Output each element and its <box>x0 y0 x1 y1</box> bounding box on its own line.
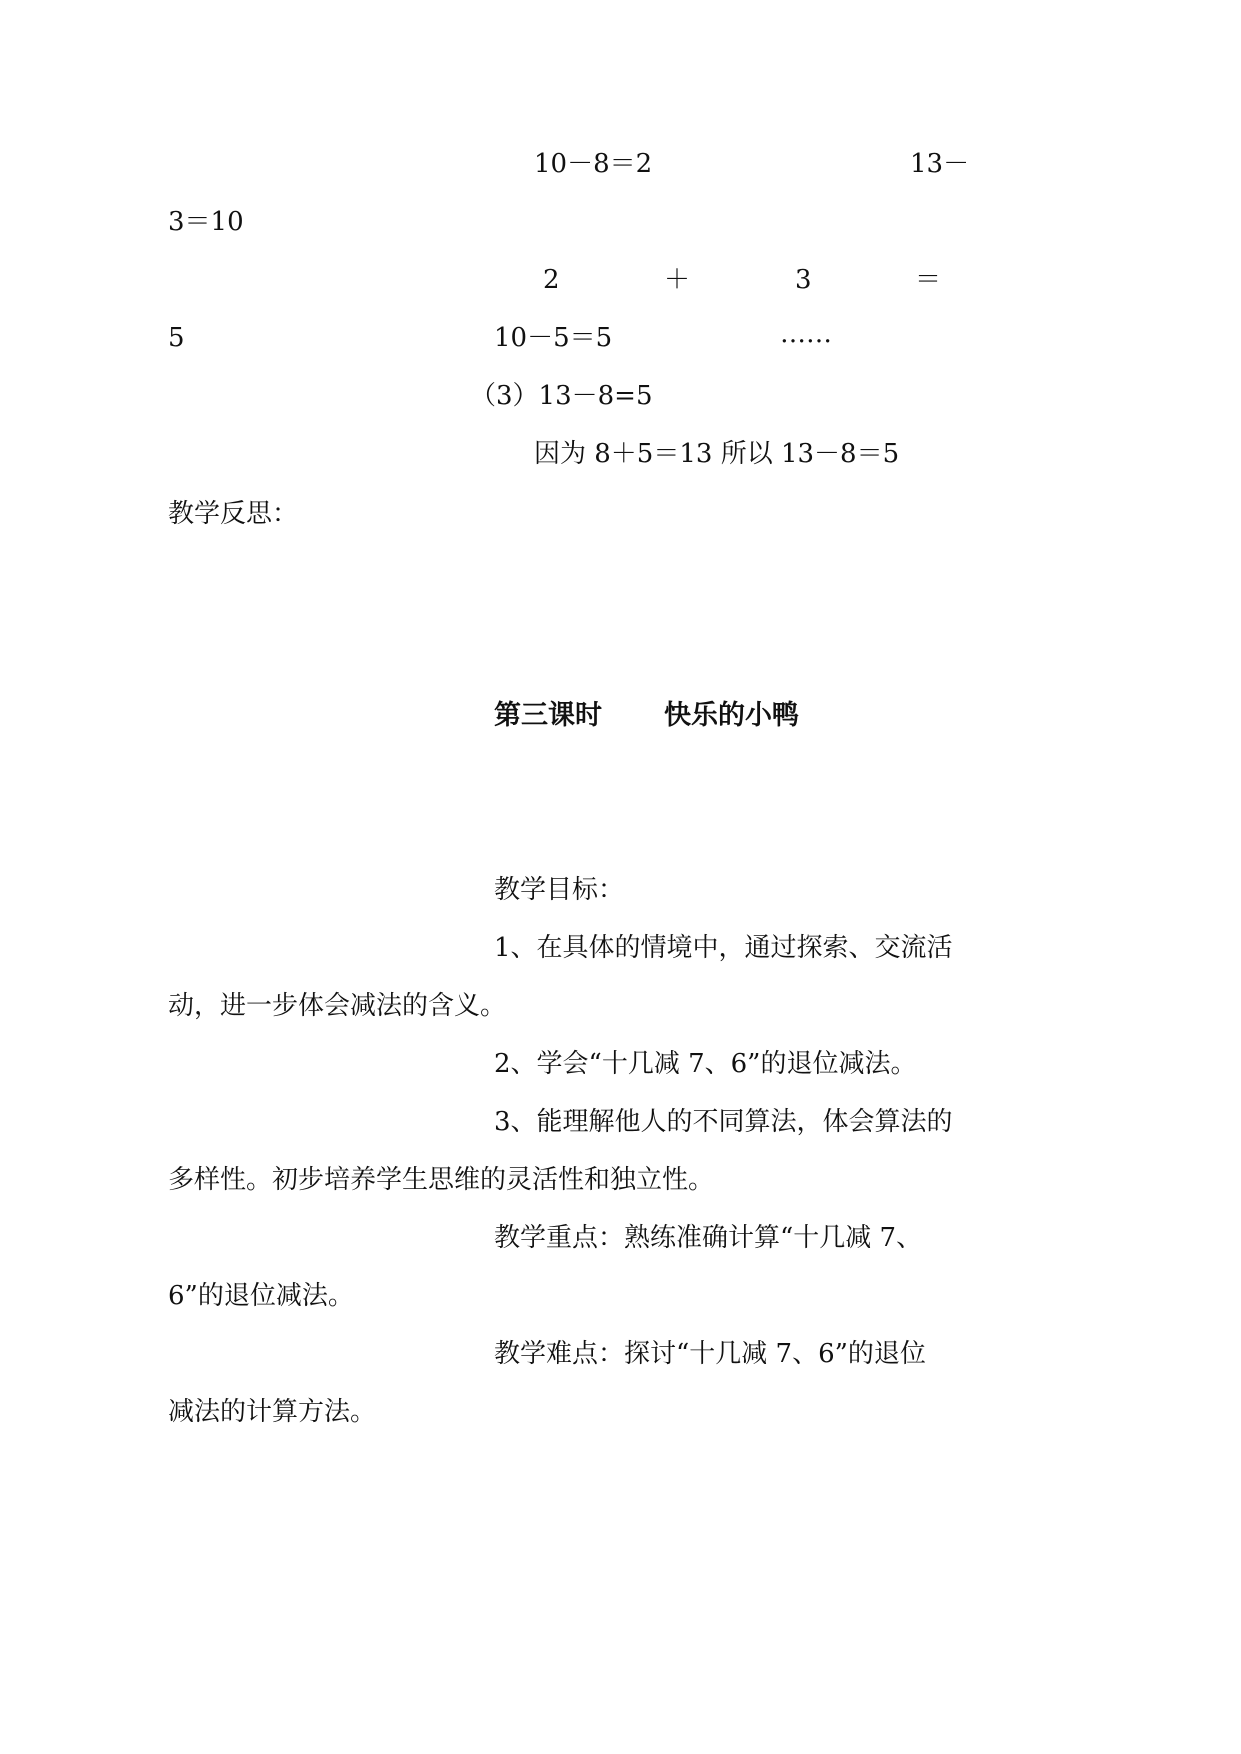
equation-10-minus-5: 10－5＝5 <box>494 323 613 353</box>
equation-step-3: （3）13－8=5 <box>470 381 653 411</box>
lesson-title-heading: 快乐的小鸭 <box>664 700 799 731</box>
teaching-reflection-label: 教学反思： <box>168 499 299 529</box>
goal-3-line-1: 3、能理解他人的不同算法，体会算法的 <box>494 1107 953 1137</box>
equation-10-minus-8: 10－8＝2 <box>534 149 653 179</box>
goal-1-line-2: 动，进一步体会减法的含义。 <box>168 991 507 1021</box>
equation-plus-sign: ＋ <box>664 265 691 295</box>
goal-2: 2、学会“十几减 7、6”的退位减法。 <box>494 1049 917 1079</box>
difficulty-line-2: 减法的计算方法。 <box>168 1397 377 1427</box>
key-point-line-1: 教学重点：熟练准确计算“十几减 7、 <box>494 1223 923 1253</box>
equation-term-3: 3 <box>795 265 812 295</box>
equation-result-5: 5 <box>168 323 185 353</box>
goal-3-line-2: 多样性。初步培养学生思维的灵活性和独立性。 <box>168 1165 715 1195</box>
equation-term-2: 2 <box>543 265 560 295</box>
equation-3-equals-10: 3＝10 <box>168 207 244 237</box>
explanation-line: 因为 8＋5＝13 所以 13－8＝5 <box>534 439 900 469</box>
teaching-goals-heading: 教学目标： <box>494 875 625 905</box>
lesson-number-heading: 第三课时 <box>494 700 602 731</box>
equation-equals-sign: ＝ <box>915 265 942 295</box>
goal-1-line-1: 1、在具体的情境中，通过探索、交流活 <box>494 933 953 963</box>
ellipsis: …… <box>780 319 832 349</box>
difficulty-line-1: 教学难点：探讨“十几减 7、6”的退位 <box>494 1339 926 1369</box>
equation-13-minus-start: 13－ <box>910 149 970 179</box>
key-point-line-2: 6”的退位减法。 <box>168 1281 354 1311</box>
